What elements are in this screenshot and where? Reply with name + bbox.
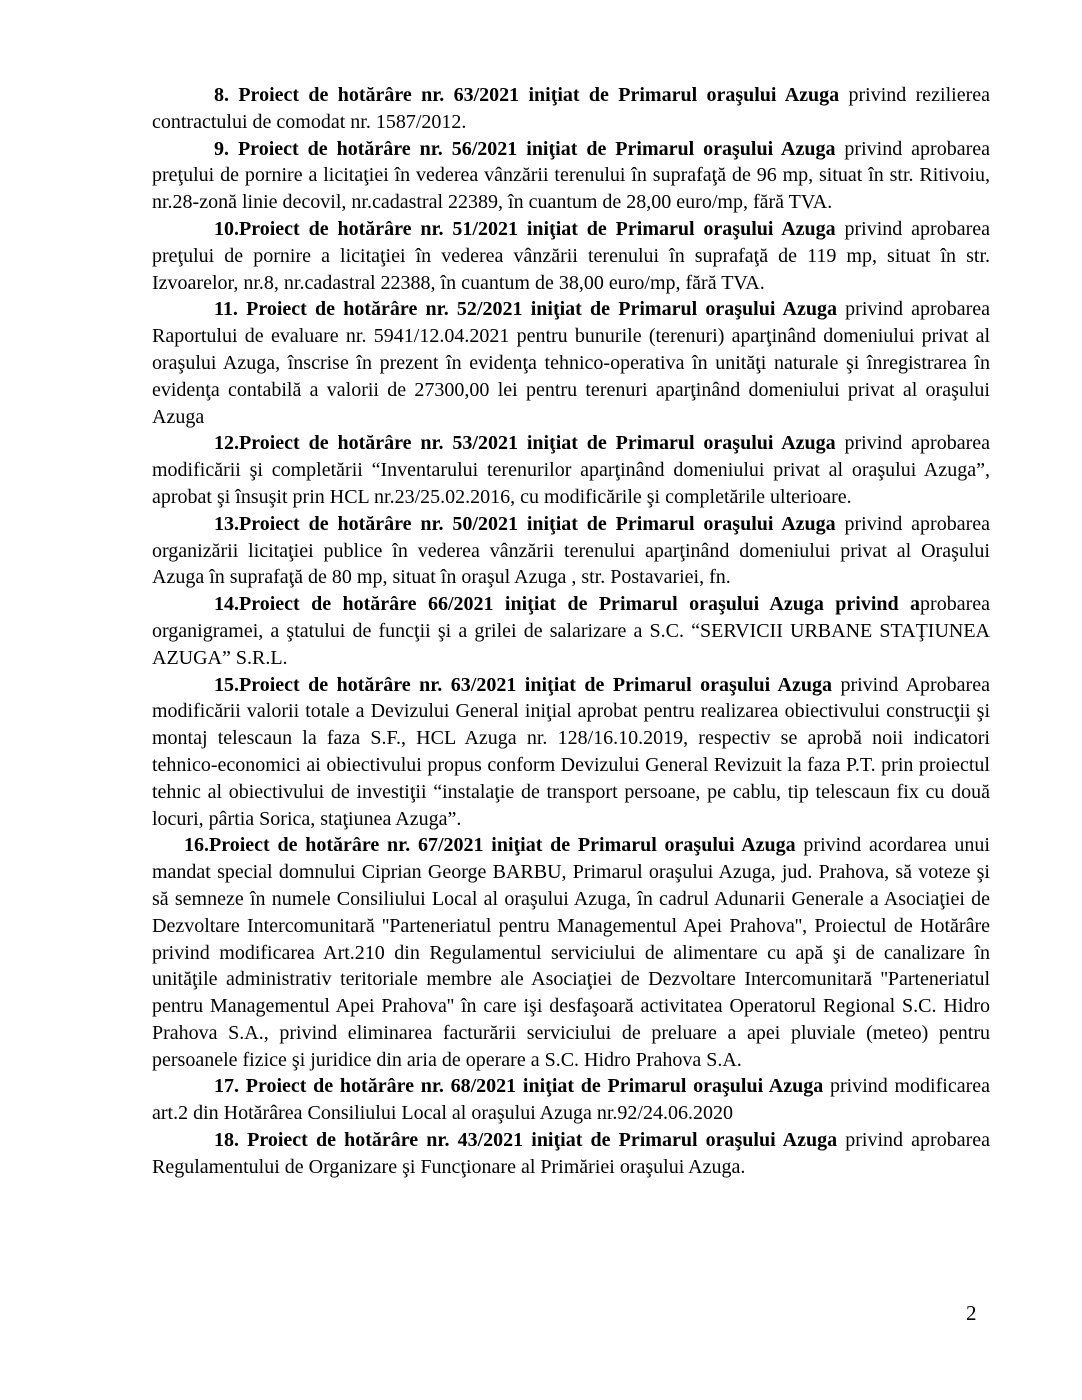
agenda-item-11-heading: 11. Proiect de hotărâre nr. 52/2021 iniţiat de Primarul oraşului Azuga	[214, 298, 837, 321]
agenda-item-list	[152, 82, 990, 1181]
agenda-item-12	[152, 430, 990, 510]
agenda-item-14-heading: 14.Proiect de hotărâre 66/2021 iniţiat de Primarul oraşului Azuga privind a	[214, 593, 921, 616]
agenda-item-18	[152, 1127, 990, 1181]
agenda-item-8-body: privind rezilierea contractului de comodat nr. 1587/2012.	[152, 84, 990, 133]
agenda-item-8	[152, 82, 990, 136]
agenda-item-16-body: privind acordarea unui mandat special domnului Ciprian George BARBU, Primarul oraşului Azuga, jud. Prahova, să voteze şi să semneze în numele Consiliului Local al oraşului Azuga, în cadrul Adunarii Generale a Asociaţiei de Dezvoltare Intercomunitară ''Parteneriatul pentru Managementul Apei Prahova'', Proiectul de Hotărâre privind modificarea Art.210 din Regulamentul serviciului de alimentare cu apă şi de canalizare în unităţile administrativ teritoriale membre ale Asociaţiei de Dezvoltare Intercomunitară ''Parteneriatul pentru Managementul Apei Prahova'' în care işi desfaşoară activitatea Operatorul Regional S.C. Hidro Prahova S.A., privind eliminarea facturării serviciului de preluare a apei pluviale (meteo) pentru persoanele fizice şi juridice din aria de operare a S.C. Hidro Prahova S.A.	[152, 834, 990, 1071]
agenda-item-9-heading: 9. Proiect de hotărâre nr. 56/2021 iniţiat de Primarul oraşului Azuga	[214, 137, 836, 160]
agenda-item-11-body: privind aprobarea Raportului de evaluare nr. 5941/12.04.2021 pentru bunurile (terenuri) aparţinând domeniului privat al oraşului Azuga, înscrise în prezent în evidenţa tehnico-operativa în unităţi naturale şi înregistrarea în evidenţa contabilă a valorii de 27300,00 lei pentru terenuri aparţinând domeniului privat al oraşului Azuga	[152, 298, 990, 428]
agenda-item-15-heading: 15.Proiect de hotărâre nr. 63/2021 iniţiat de Primarul oraşului Azuga	[214, 673, 832, 696]
agenda-item-10	[152, 216, 990, 296]
agenda-item-17	[152, 1073, 990, 1127]
agenda-item-18-body: privind aprobarea Regulamentului de Organizare şi Funcţionare al Primăriei oraşului Azuga.	[152, 1129, 990, 1178]
agenda-item-11	[152, 296, 990, 430]
agenda-item-15	[152, 672, 990, 833]
agenda-item-13-body: privind aprobarea organizării licitaţiei publice în vederea vânzării terenului aparţinând domeniului privat al Oraşului Azuga în suprafaţă de 80 mp, situat în oraşul Azuga , str. Postavariei, fn.	[152, 512, 990, 589]
agenda-item-13	[152, 511, 990, 591]
agenda-item-16	[152, 832, 990, 1073]
agenda-item-15-body: privind Aprobarea modificării valorii totale a Devizului General iniţial aprobat pentru realizarea obiectivului construcţii şi montaj telescaun la faza S.F., HCL Azuga nr. 128/16.10.2019, respectiv se aprobă noii indicatori tehnico-economici ai obiectivului propus conform Devizului General Revizuit la faza P.T. prin proiectul tehnic al obiectivului de investiţii “instalaţie de transport persoane, pe cablu, tip telescaun fix cu două locuri, pârtia Sorica, staţiunea Azuga”.	[152, 673, 990, 830]
agenda-item-12-heading: 12.Proiect de hotărâre nr. 53/2021 iniţiat de Primarul oraşului Azuga	[214, 432, 836, 455]
agenda-item-14	[152, 591, 990, 671]
agenda-item-9	[152, 136, 990, 216]
agenda-item-18-heading: 18. Proiect de hotărâre nr. 43/2021 iniţiat de Primarul oraşului Azuga	[214, 1129, 838, 1152]
agenda-item-17-heading: 17. Proiect de hotărâre nr. 68/2021 iniţiat de Primarul oraşului Azuga	[214, 1075, 824, 1098]
agenda-item-17-body: privind modificarea art.2 din Hotărârea Consiliului Local al oraşului Azuga nr.92/24.06.2020	[152, 1075, 990, 1125]
page-number: 2	[966, 1301, 977, 1325]
agenda-item-13-heading: 13.Proiect de hotărâre nr. 50/2021 iniţiat de Primarul oraşului Azuga	[214, 512, 836, 535]
agenda-item-10-body: privind aprobarea preţului de pornire a licitaţiei în vederea vânzării terenului în suprafaţă de 119 mp, situat în str. Izvoarelor, nr.8, nr.cadastral 22388, în cuantum de 38,00 euro/mp, fără TVA.	[152, 217, 990, 294]
agenda-item-8-heading: 8. Proiect de hotărâre nr. 63/2021 iniţiat de Primarul oraşului Azuga	[214, 84, 840, 106]
agenda-item-16-heading: 16.Proiect de hotărâre nr. 67/2021 iniţiat de Primarul oraşului Azuga	[184, 834, 796, 857]
agenda-item-9-body: privind aprobarea preţului de pornire a licitaţiei în vederea vânzării terenului în suprafaţă de 96 mp, situat în str. Ritivoiu, nr.28-zonă linie decovil, nr.cadastral 22389, în cuantum de 28,00 euro/mp, fără TVA.	[152, 137, 990, 214]
agenda-item-14-body: probarea organigramei, a ştatului de funcţii şi a grilei de salarizare a S.C. “SERVICII URBANE STAŢIUNEA AZUGA” S.R.L.	[152, 593, 990, 669]
agenda-item-10-heading: 10.Proiect de hotărâre nr. 51/2021 iniţiat de Primarul oraşului Azuga	[214, 217, 836, 240]
agenda-item-12-body: privind aprobarea modificării şi completării “Inventarului terenurilor aparţinând domeniului privat al oraşului Azuga”, aprobat şi însuşit prin HCL nr.23/25.02.2016, cu modificările şi completările ulterioare.	[152, 432, 990, 508]
